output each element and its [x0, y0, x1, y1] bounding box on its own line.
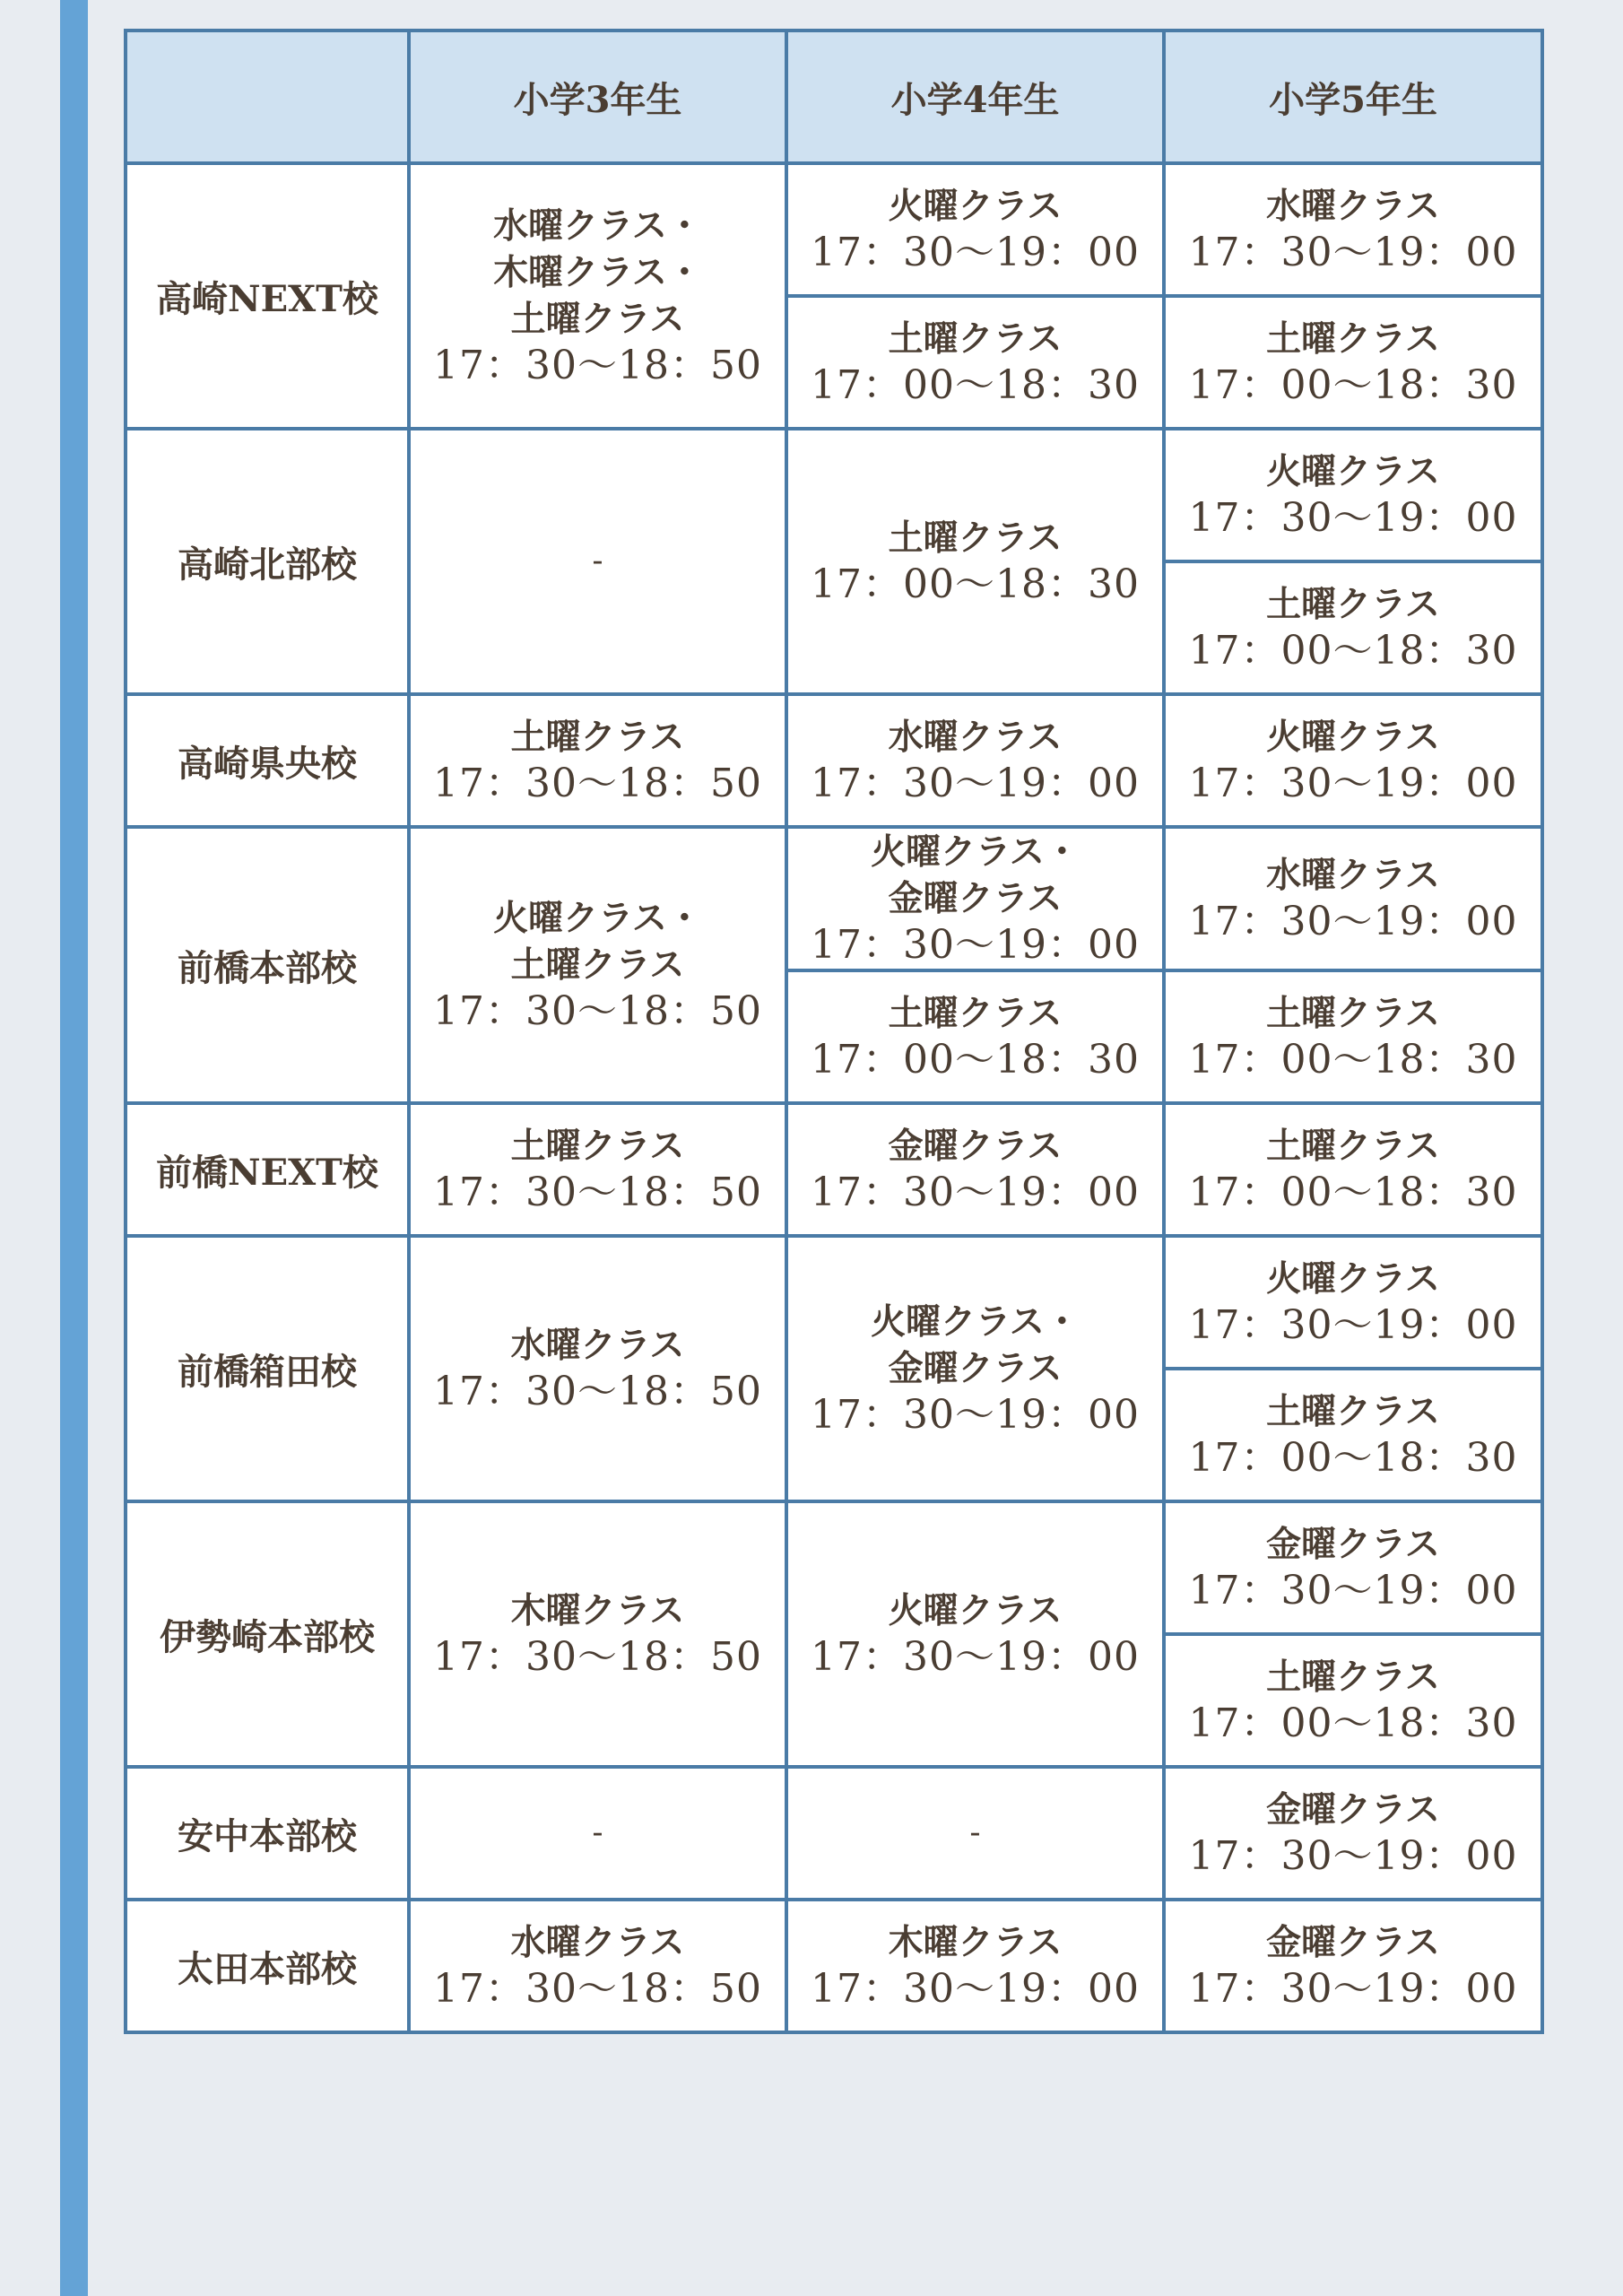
schedule-cell	[1164, 163, 1542, 296]
school-name: 太田本部校	[126, 1900, 409, 2032]
class-day-label: 金曜クラス	[888, 1126, 1063, 1167]
class-time: 17：30〜18：50	[433, 1634, 762, 1680]
class-day-label: 土曜クラス	[1266, 1657, 1440, 1698]
schedule-cell	[786, 429, 1164, 694]
school-name: 伊勢崎本部校	[126, 1501, 409, 1767]
no-class-dash: -	[969, 1814, 981, 1851]
school-row	[126, 694, 1542, 827]
class-day-label: 水曜クラス・	[493, 205, 702, 247]
class-day-label: 土曜クラス	[510, 1126, 685, 1167]
school-row	[126, 1767, 1542, 1900]
schedule-cell	[786, 163, 1164, 296]
class-day-label: 土曜クラス	[888, 318, 1063, 360]
class-day-label: 火曜クラス	[1266, 1258, 1440, 1300]
schedule-cell	[786, 970, 1164, 1103]
school-row	[126, 1103, 1542, 1236]
class-time: 17：00〜18：30	[1188, 1170, 1518, 1215]
school-name: 高崎NEXT校	[126, 163, 409, 429]
class-day-label: 水曜クラス	[1266, 186, 1440, 227]
schedule-cell	[409, 827, 786, 1103]
class-time: 17：30〜19：00	[811, 230, 1140, 275]
header-grade4: 小学4年生	[786, 30, 1164, 163]
class-time: 17：30〜19：00	[1188, 899, 1518, 944]
class-day-label: 金曜クラス	[1266, 1524, 1440, 1565]
schedule-cell	[1164, 970, 1542, 1103]
class-day-label: 水曜クラス	[888, 717, 1063, 758]
class-time: 17：00〜18：30	[811, 362, 1140, 408]
schedule-cell	[1164, 1369, 1542, 1501]
class-time: 17：30〜19：00	[1188, 761, 1518, 806]
class-time: 17：00〜18：30	[1188, 1435, 1518, 1481]
class-time: 17：30〜19：00	[1188, 495, 1518, 541]
class-schedule-table	[124, 29, 1544, 2034]
school-row	[126, 1900, 1542, 2032]
schedule-cell	[409, 429, 786, 694]
class-day-label: 土曜クラス	[510, 299, 685, 340]
class-day-label: 土曜クラス	[1266, 993, 1440, 1034]
class-time: 17：00〜18：30	[1188, 628, 1518, 674]
class-day-label: 火曜クラス・	[871, 831, 1080, 873]
schedule-cell	[786, 296, 1164, 429]
schedule-cell	[786, 1103, 1164, 1236]
header-grade5: 小学5年生	[1164, 30, 1542, 163]
class-day-label: 土曜クラス	[1266, 584, 1440, 625]
school-name: 前橋NEXT校	[126, 1103, 409, 1236]
header-grade3: 小学3年生	[409, 30, 786, 163]
schedule-cell	[409, 1900, 786, 2032]
class-time: 17：00〜18：30	[1188, 362, 1518, 408]
schedule-cell	[786, 827, 1164, 970]
class-day-label: 水曜クラス	[1266, 855, 1440, 896]
class-day-label: 水曜クラス	[510, 1922, 685, 1963]
schedule-cell	[786, 1236, 1164, 1501]
school-row	[126, 1501, 1542, 1634]
schedule-cell	[786, 1501, 1164, 1767]
schedule-cell	[409, 1501, 786, 1767]
class-day-label: 土曜クラス	[510, 717, 685, 758]
class-time: 17：30〜18：50	[433, 988, 762, 1034]
schedule-cell	[1164, 1236, 1542, 1369]
school-row	[126, 1236, 1542, 1369]
school-name: 前橋箱田校	[126, 1236, 409, 1501]
class-time: 17：30〜18：50	[433, 1966, 762, 2012]
schedule-cell	[1164, 1634, 1542, 1767]
header-row	[126, 30, 1542, 163]
class-day-label: 金曜クラス	[1266, 1922, 1440, 1963]
class-day-label: 金曜クラス	[1266, 1789, 1440, 1831]
schedule-cell	[1164, 561, 1542, 694]
schedule-cell	[1164, 1900, 1542, 2032]
class-time: 17：30〜18：50	[433, 1170, 762, 1215]
class-time: 17：30〜19：00	[811, 1966, 1140, 2012]
class-time: 17：30〜19：00	[1188, 1833, 1518, 1879]
class-time: 17：00〜18：30	[811, 1037, 1140, 1083]
class-day-label: 金曜クラス	[888, 878, 1063, 919]
class-day-label: 火曜クラス・	[871, 1301, 1080, 1343]
class-time: 17：30〜19：00	[1188, 1966, 1518, 2012]
class-day-label: 火曜クラス	[1266, 717, 1440, 758]
class-day-label: 土曜クラス	[1266, 1391, 1440, 1432]
school-row	[126, 827, 1542, 970]
school-name: 高崎県央校	[126, 694, 409, 827]
class-day-label: 火曜クラス	[888, 186, 1063, 227]
class-time: 17：30〜19：00	[1188, 230, 1518, 275]
schedule-cell	[409, 1103, 786, 1236]
school-name: 安中本部校	[126, 1767, 409, 1900]
class-day-label: 木曜クラス	[888, 1922, 1063, 1963]
school-row	[126, 163, 1542, 296]
class-time: 17：30〜19：00	[811, 1170, 1140, 1215]
class-time: 17：30〜18：50	[433, 343, 762, 388]
schedule-cell	[1164, 1767, 1542, 1900]
school-name: 前橋本部校	[126, 827, 409, 1103]
schedule-body	[126, 163, 1542, 2032]
no-class-dash: -	[592, 543, 603, 579]
class-time: 17：00〜18：30	[1188, 1037, 1518, 1083]
schedule-cell	[1164, 827, 1542, 970]
class-time: 17：30〜19：00	[811, 1392, 1140, 1438]
schedule-cell	[409, 163, 786, 429]
class-time: 17：30〜19：00	[811, 922, 1140, 968]
no-class-dash: -	[592, 1814, 603, 1851]
schedule-cell	[786, 1767, 1164, 1900]
class-day-label: 火曜クラス	[1266, 451, 1440, 492]
class-time: 17：00〜18：30	[811, 561, 1140, 607]
class-day-label: 金曜クラス	[888, 1348, 1063, 1389]
class-time: 17：30〜19：00	[811, 1634, 1140, 1680]
schedule-cell	[786, 694, 1164, 827]
class-time: 17：30〜19：00	[1188, 1302, 1518, 1348]
class-time: 17：30〜18：50	[433, 761, 762, 806]
class-day-label: 土曜クラス	[510, 944, 685, 986]
class-day-label: 土曜クラス	[1266, 318, 1440, 360]
class-day-label: 火曜クラス	[888, 1590, 1063, 1631]
header-corner-cell	[126, 30, 409, 163]
school-row	[126, 429, 1542, 561]
class-day-label: 木曜クラス・	[493, 252, 702, 293]
class-day-label: 火曜クラス・	[493, 898, 702, 939]
schedule-cell	[1164, 1501, 1542, 1634]
schedule-cell	[786, 1900, 1164, 2032]
schedule-cell	[409, 1767, 786, 1900]
schedule-cell	[409, 694, 786, 827]
schedule-cell	[1164, 694, 1542, 827]
class-day-label: 土曜クラス	[888, 993, 1063, 1034]
schedule-cell	[1164, 1103, 1542, 1236]
class-day-label: 土曜クラス	[888, 517, 1063, 559]
class-time: 17：00〜18：30	[1188, 1700, 1518, 1746]
schedule-cell	[1164, 429, 1542, 561]
class-time: 17：30〜18：50	[433, 1369, 762, 1414]
class-time: 17：30〜19：00	[1188, 1568, 1518, 1613]
schedule-cell	[1164, 296, 1542, 429]
schedule-cell	[409, 1236, 786, 1501]
school-name: 高崎北部校	[126, 429, 409, 694]
class-day-label: 木曜クラス	[510, 1590, 685, 1631]
class-day-label: 土曜クラス	[1266, 1126, 1440, 1167]
class-day-label: 水曜クラス	[510, 1325, 685, 1366]
class-time: 17：30〜19：00	[811, 761, 1140, 806]
left-accent-bar	[60, 0, 88, 2296]
